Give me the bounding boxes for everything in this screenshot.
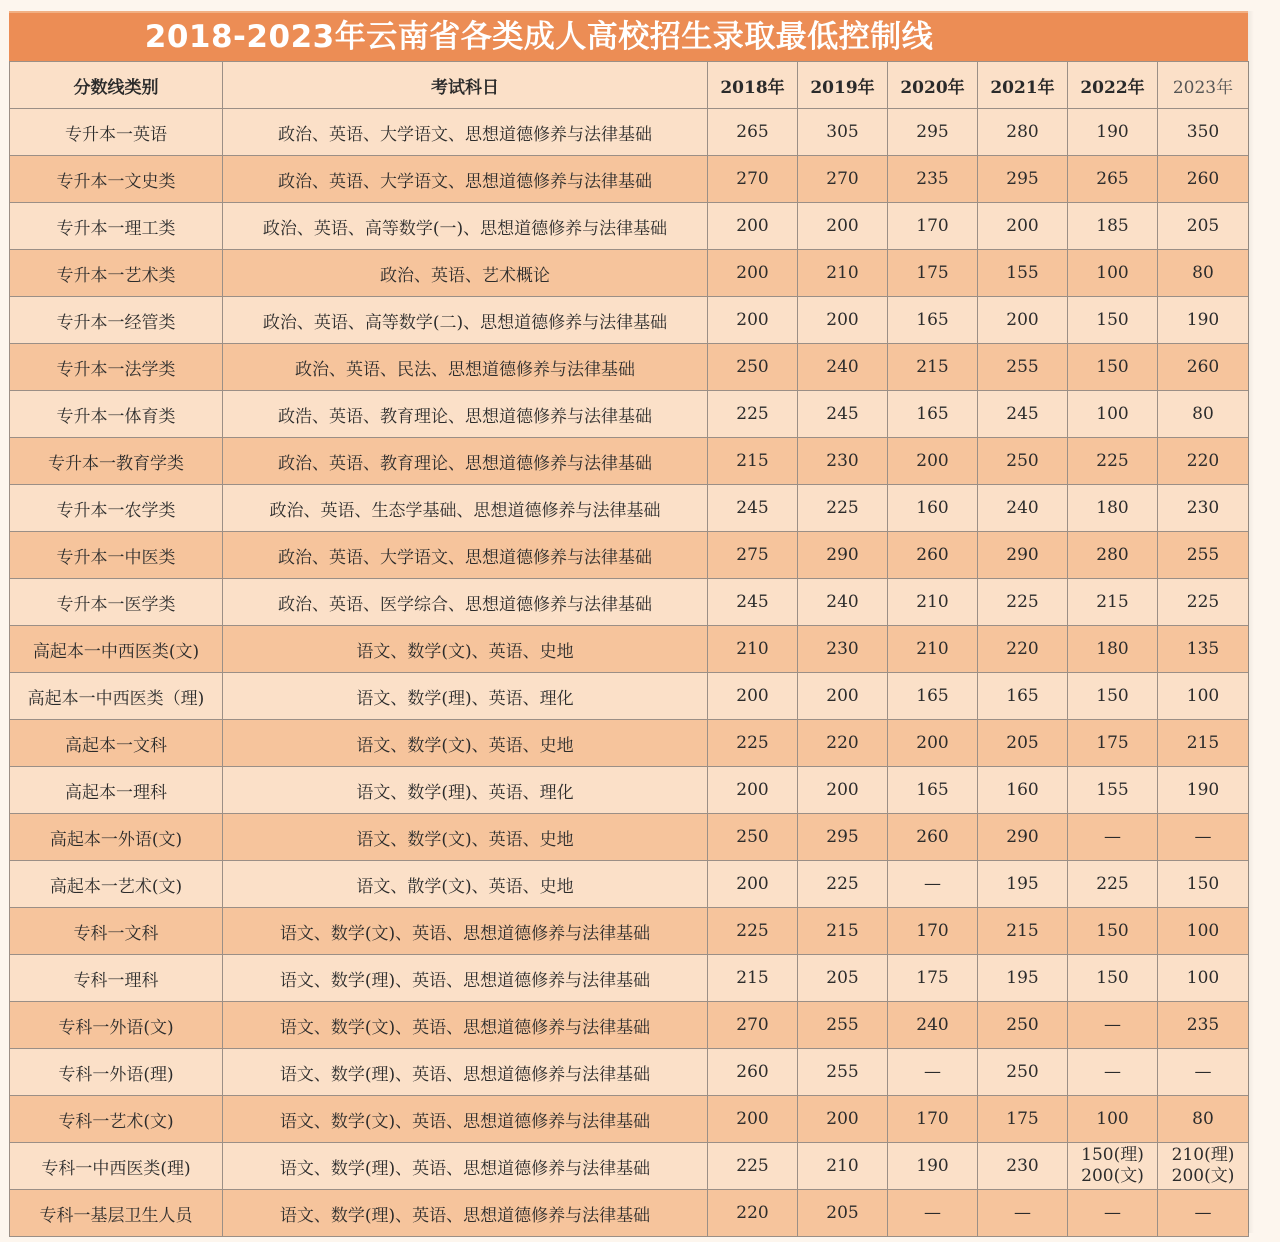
header-year-2022: 2022年 [1068,62,1158,109]
table-row [10,626,1249,673]
table-row [10,579,1249,626]
score-2021: 250 [978,1049,1068,1096]
row-category: 专升本一农学类 [10,485,223,532]
score-2023: 100 [1158,908,1249,955]
score-2022: 100 [1068,391,1158,438]
score-2020: 215 [888,344,978,391]
score-2022 [1068,1143,1158,1190]
score-2020: 170 [888,1096,978,1143]
score-2020: 235 [888,156,978,203]
score-2020: 295 [888,109,978,156]
table-row [10,1002,1249,1049]
score-2022: — [1068,814,1158,861]
score-2020: 170 [888,203,978,250]
score-2018: 265 [708,109,798,156]
score-2022: 150 [1068,344,1158,391]
table-row [10,1190,1249,1237]
table-title-bar [9,11,1248,61]
score-2022: 175 [1068,720,1158,767]
score-2022: 280 [1068,532,1158,579]
score-2019: 230 [798,626,888,673]
score-2020: 240 [888,1002,978,1049]
score-2018: 260 [708,1049,798,1096]
score-2022: 225 [1068,438,1158,485]
row-subjects: 语文、数学(文)、英语、史地 [223,720,708,767]
score-table [9,61,1249,1237]
score-2019: 255 [798,1002,888,1049]
table-row [10,861,1249,908]
row-subjects: 语文、数学(文)、英语、思想道德修养与法律基础 [223,1002,708,1049]
table-row [10,720,1249,767]
score-2019: 255 [798,1049,888,1096]
header-category: 分数线类别 [10,62,223,109]
score-2019: 205 [798,1190,888,1237]
score-2018: 200 [708,861,798,908]
score-2019: 210 [798,250,888,297]
score-2022: 190 [1068,109,1158,156]
score-2020: 175 [888,955,978,1002]
row-subjects: 政浩、英语、教育理论、思想道德修养与法律基础 [223,391,708,438]
table-row [10,297,1249,344]
score-2023: 255 [1158,532,1249,579]
row-subjects: 语文、数学(理)、英语、思想道德修养与法律基础 [223,1190,708,1237]
table-row [10,1143,1249,1190]
score-2022: 150 [1068,908,1158,955]
row-category: 专科一理科 [10,955,223,1002]
score-2021: 220 [978,626,1068,673]
score-2023: 135 [1158,626,1249,673]
row-subjects: 语文、散学(文)、英语、史地 [223,861,708,908]
score-2018: 200 [708,250,798,297]
score-2018: 245 [708,485,798,532]
score-2018: 200 [708,297,798,344]
table-row [10,344,1249,391]
score-2021: 255 [978,344,1068,391]
score-2020: — [888,861,978,908]
score-2019: 215 [798,908,888,955]
score-2022: 215 [1068,579,1158,626]
score-2018: 200 [708,673,798,720]
row-category: 专升本一法学类 [10,344,223,391]
score-2023: 220 [1158,438,1249,485]
score-2018: 200 [708,203,798,250]
score-2019: 220 [798,720,888,767]
score-2021: 250 [978,1002,1068,1049]
score-2023-line: 210(理) [1171,1145,1235,1165]
score-2018: 275 [708,532,798,579]
row-category: 专科一艺术(文) [10,1096,223,1143]
table-row [10,438,1249,485]
row-category: 专升本一艺术类 [10,250,223,297]
score-2019: 200 [798,1096,888,1143]
row-category: 专科一外语(理) [10,1049,223,1096]
table-row [10,391,1249,438]
score-2020: 260 [888,532,978,579]
row-subjects: 政治、英语、教育理论、思想道德修养与法律基础 [223,438,708,485]
score-2022: — [1068,1049,1158,1096]
score-2022: 150 [1068,297,1158,344]
table-row [10,955,1249,1002]
score-2022-line: 200(文) [1081,1166,1144,1186]
score-2021: 290 [978,532,1068,579]
score-2022: 100 [1068,1096,1158,1143]
score-2022: 100 [1068,250,1158,297]
score-2023: 260 [1158,344,1249,391]
score-2023: 205 [1158,203,1249,250]
score-2018: 225 [708,1143,798,1190]
row-subjects: 语文、数学(理)、英语、理化 [223,767,708,814]
header-year-2020: 2020年 [888,62,978,109]
row-subjects: 语文、数学(理)、英语、思想道德修养与法律基础 [223,955,708,1002]
row-category: 专科一外语(文) [10,1002,223,1049]
score-2019: 210 [798,1143,888,1190]
row-category: 专升本一文史类 [10,156,223,203]
score-2021: 155 [978,250,1068,297]
row-category: 专科一中西医类(理) [10,1143,223,1190]
row-category: 高起本一中西医类(文) [10,626,223,673]
score-2022: 180 [1068,485,1158,532]
table-row [10,250,1249,297]
row-subjects: 语文、数学(文)、英语、思想道德修养与法律基础 [223,1096,708,1143]
score-2019: 305 [798,109,888,156]
score-2020: 210 [888,626,978,673]
table-row [10,673,1249,720]
score-2020: — [888,1190,978,1237]
score-2023: — [1158,1049,1249,1096]
header-year-2021: 2021年 [978,62,1068,109]
score-2021: 225 [978,579,1068,626]
row-category: 专升本一经管类 [10,297,223,344]
score-2023: 150 [1158,861,1249,908]
score-2022: — [1068,1190,1158,1237]
score-2023: — [1158,1190,1249,1237]
score-2020: 190 [888,1143,978,1190]
score-2019: 225 [798,861,888,908]
score-2021: 195 [978,861,1068,908]
row-category: 专科一文科 [10,908,223,955]
row-category: 专升本一英语 [10,109,223,156]
score-2022: 185 [1068,203,1158,250]
score-2018: 200 [708,1096,798,1143]
score-2023: 215 [1158,720,1249,767]
score-2023: 235 [1158,1002,1249,1049]
table-header-row [10,62,1249,109]
row-subjects: 语文、数学(文)、英语、史地 [223,626,708,673]
score-2021: 250 [978,438,1068,485]
row-subjects: 政治、英语、高等数学(一)、思想道德修养与法律基础 [223,203,708,250]
score-2020: 200 [888,438,978,485]
score-2019: 200 [798,203,888,250]
row-subjects: 政治、英语、高等数学(二)、思想道德修养与法律基础 [223,297,708,344]
header-year-2018: 2018年 [708,62,798,109]
row-category: 专升本一体育类 [10,391,223,438]
score-2020: 200 [888,720,978,767]
header-subjects: 考试科日 [223,62,708,109]
score-2021: 200 [978,297,1068,344]
score-2019: 230 [798,438,888,485]
score-2022: 150 [1068,673,1158,720]
score-2021: — [978,1190,1068,1237]
score-table-sheet [9,11,1248,1233]
score-2018: 270 [708,1002,798,1049]
score-2023: — [1158,814,1249,861]
row-subjects: 政治、英语、医学综合、思想道德修养与法律基础 [223,579,708,626]
row-subjects: 语文、数学(文)、英语、史地 [223,814,708,861]
score-2019: 200 [798,767,888,814]
score-2018: 250 [708,344,798,391]
score-2020: 165 [888,673,978,720]
row-subjects: 政治、英语、大学语文、思想道德修养与法律基础 [223,109,708,156]
row-subjects: 政治、英语、民法、思想道德修养与法律基础 [223,344,708,391]
score-2020: 170 [888,908,978,955]
score-2022: 150 [1068,955,1158,1002]
row-subjects: 政治、英语、艺术概论 [223,250,708,297]
score-2021: 200 [978,203,1068,250]
score-2020: 165 [888,767,978,814]
score-2019: 240 [798,344,888,391]
score-2021: 295 [978,156,1068,203]
table-row [10,814,1249,861]
score-2020: — [888,1049,978,1096]
table-body [10,109,1249,1237]
header-year-2019: 2019年 [798,62,888,109]
score-2022: 225 [1068,861,1158,908]
score-2022: 180 [1068,626,1158,673]
score-2018: 210 [708,626,798,673]
score-2023 [1158,1143,1249,1190]
score-2022: — [1068,1002,1158,1049]
score-2021: 160 [978,767,1068,814]
table-row [10,1096,1249,1143]
score-2022-line: 150(理) [1081,1145,1144,1165]
row-category: 高起本一中西医类（理) [10,673,223,720]
score-2020: 160 [888,485,978,532]
score-2023: 80 [1158,250,1249,297]
score-2020: 210 [888,579,978,626]
table-row [10,109,1249,156]
score-2022: 155 [1068,767,1158,814]
score-2022: 265 [1068,156,1158,203]
score-2018: 250 [708,814,798,861]
score-2023: 80 [1158,391,1249,438]
score-2021: 245 [978,391,1068,438]
score-2018: 200 [708,767,798,814]
page-edge-shadow [1248,11,1254,1233]
score-2018: 245 [708,579,798,626]
score-2019: 225 [798,485,888,532]
row-category: 专升本一医学类 [10,579,223,626]
score-2020: 175 [888,250,978,297]
score-2021: 240 [978,485,1068,532]
score-2023-line: 200(文) [1171,1166,1235,1186]
row-subjects: 语文、数学(理)、英语、理化 [223,673,708,720]
row-subjects: 语文、数学(理)、英语、思想道德修养与法律基础 [223,1049,708,1096]
row-category: 专升本一教育学类 [10,438,223,485]
score-2018: 220 [708,1190,798,1237]
score-2021: 280 [978,109,1068,156]
table-row [10,908,1249,955]
row-subjects: 语文、数学(理)、英语、思想道德修养与法律基础 [223,1143,708,1190]
score-2021: 290 [978,814,1068,861]
table-row [10,532,1249,579]
score-2020: 165 [888,297,978,344]
score-2019: 205 [798,955,888,1002]
score-2021: 165 [978,673,1068,720]
row-category: 专升本一中医类 [10,532,223,579]
table-row [10,767,1249,814]
header-year-2023: 2023年 [1158,62,1249,109]
score-2018: 215 [708,955,798,1002]
score-2019: 200 [798,673,888,720]
score-2018: 225 [708,908,798,955]
table-row [10,1049,1249,1096]
score-2018: 270 [708,156,798,203]
score-2019: 245 [798,391,888,438]
score-2021: 230 [978,1143,1068,1190]
table-row [10,485,1249,532]
score-2023: 190 [1158,297,1249,344]
table-title: 2018-2023年云南省各类成人高校招生录取最低控制线 [144,19,934,55]
score-2019: 270 [798,156,888,203]
score-2023: 100 [1158,955,1249,1002]
score-2019: 200 [798,297,888,344]
row-category: 高起本一文科 [10,720,223,767]
score-2020: 260 [888,814,978,861]
score-2023: 100 [1158,673,1249,720]
score-2021: 215 [978,908,1068,955]
row-category: 专科一基层卫生人员 [10,1190,223,1237]
row-subjects: 政治、英语、大学语文、思想道德修养与法律基础 [223,156,708,203]
row-subjects: 政治、英语、大学语文、思想道德修养与法律基础 [223,532,708,579]
row-subjects: 语文、数学(文)、英语、思想道德修养与法律基础 [223,908,708,955]
score-2021: 175 [978,1096,1068,1143]
score-2023: 225 [1158,579,1249,626]
score-2018: 225 [708,391,798,438]
score-2019: 295 [798,814,888,861]
score-2019: 240 [798,579,888,626]
row-category: 专升本一理工类 [10,203,223,250]
score-2020: 165 [888,391,978,438]
score-2023: 230 [1158,485,1249,532]
score-2018: 215 [708,438,798,485]
table-row [10,203,1249,250]
score-2021: 195 [978,955,1068,1002]
score-2019: 290 [798,532,888,579]
score-2023: 80 [1158,1096,1249,1143]
score-2023: 350 [1158,109,1249,156]
row-category: 高起本一理科 [10,767,223,814]
row-category: 高起本一外语(文) [10,814,223,861]
row-category: 高起本一艺术(文) [10,861,223,908]
row-subjects: 政治、英语、生态学基础、思想道德修养与法律基础 [223,485,708,532]
score-2021: 205 [978,720,1068,767]
score-2023: 260 [1158,156,1249,203]
table-row [10,156,1249,203]
score-2018: 225 [708,720,798,767]
score-2023: 190 [1158,767,1249,814]
